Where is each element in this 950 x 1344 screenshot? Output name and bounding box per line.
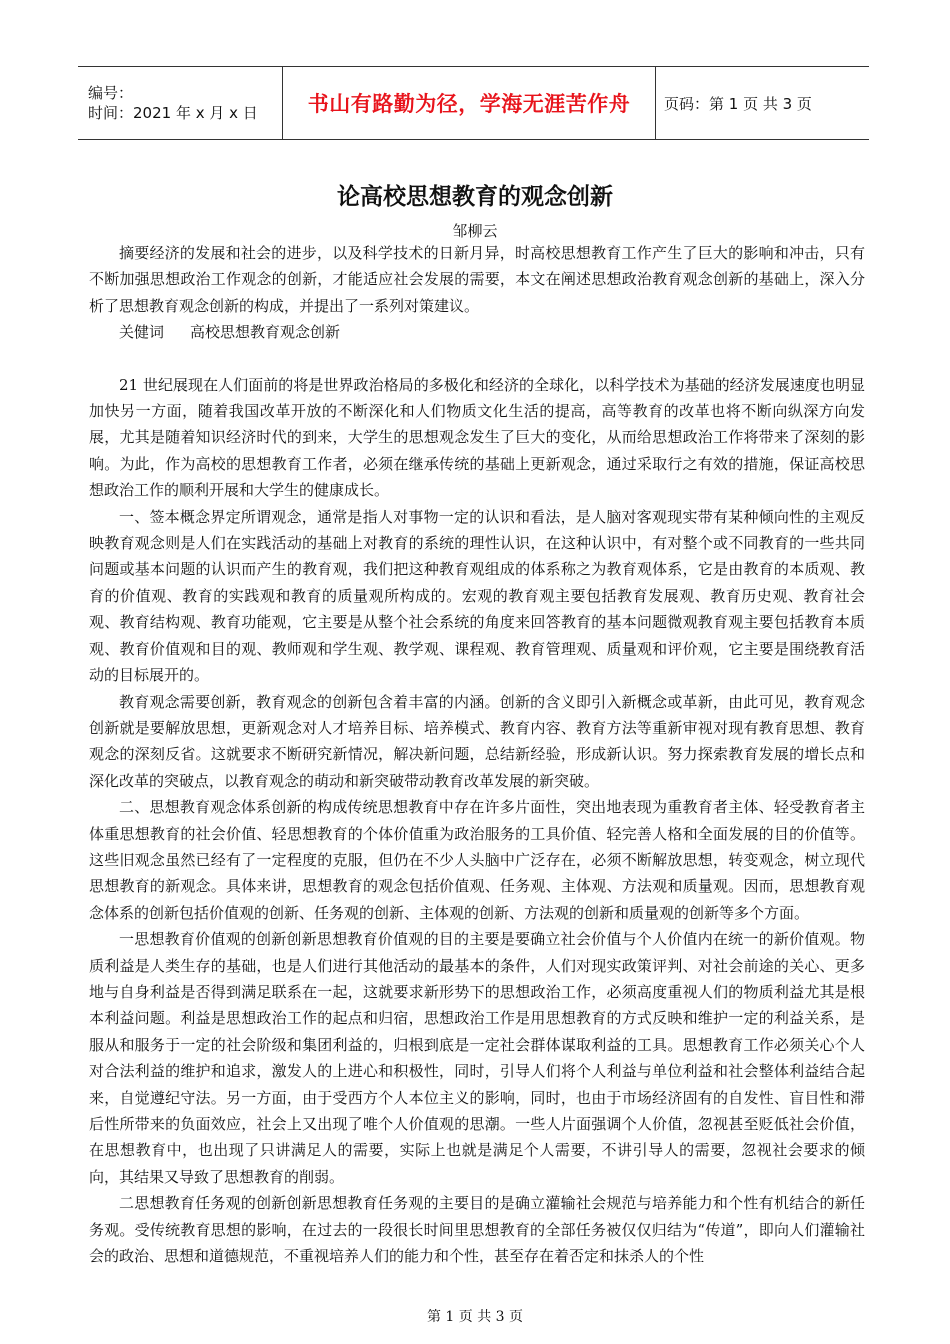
abstract: 摘要经济的发展和社会的进步，以及科学技术的日新月异，时高校思想教育工作产生了巨大的影响和冲击，只有不断加强思想政治工作观念的创新，才能适应社会发展的需要，本文在阐述思想政治教育观念创新的基础上，深入分析了思想教育观念创新的构成，并提出了一系列对策建议。 (89, 244, 865, 315)
time-label: 时间：2021 年 x 月 x 日 (88, 104, 258, 122)
header-page-cell (656, 67, 869, 139)
header-left-cell (78, 67, 283, 139)
paragraph: 教育观念需要创新，教育观念的创新包含着丰富的内涵。创新的含义即引入新概念或革新，由此可见，教育观念创新就是要解放思想，更新观念对人才培养目标、培养模式、教育内容、教育方法等重新审视对现有教育思想、教育观念的深刻反省。这就要求不断研究新情况，解决新问题，总结新经验，形成新认识。努力探索教育发展的增长点和深化改革的突破点，以教育观念的萌动和新突破带动教育改革发展的新突破。 (89, 692, 865, 790)
spacer (89, 346, 865, 372)
paragraph: 一、签本概念界定所谓观念，通常是指人对事物一定的认识和看法，是人脑对客观现实带有某种倾向性的主观反映教育观念则是人们在实践活动的基础上对教育的系统的理性认识，在这种认识中，有对整个或不同教育的一些共同问题或基本问题的认识而产生的教育观，我们把这种教育观组成的体系称之为教育观体系，它是由教育的本质观、教育的价值观、教育的实践观和教育的质量观所构成的。宏观的教育观主要包括教育发展观、教育历史观、教育社会观、教育结构观、教育功能观，它主要是从整个社会系统的角度来回答教育的基本问题微观教育观主要包括教育本质观、教育价值观和目的观、教师观和学生观、教学观、课程观、教育管理观、质量观和评价观，它主要是围绕教育活动的目标展开的。 (89, 507, 865, 685)
keywords: 高校思想教育观念创新 (190, 323, 341, 342)
keywords-label: 关健词 (119, 323, 165, 342)
document-body (89, 240, 865, 1269)
motto: 书山有路勤为径，学海无涯苦作舟 (307, 92, 631, 116)
keywords-line (89, 319, 865, 345)
header-table (78, 66, 869, 140)
number-label: 编号： (88, 84, 134, 102)
document-title: 论高校思想教育的观念创新 (337, 184, 613, 210)
author: 邹柳云 (452, 222, 498, 240)
header-motto-cell (283, 67, 656, 139)
page-footer: 第 1 页 共 3 页 (426, 1309, 524, 1325)
paragraph: 二思想教育任务观的创新创新思想教育任务观的主要目的是确立灌输社会规范与培养能力和个性有机结合的新任务观。受传统教育思想的影响，在过去的一段很长时间里思想教育的全部任务被仅仅归结为“传道”，即向人们灌输社会的政治、思想和道德规范，不重视培养人们的能力和个性，甚至存在着否定和抹杀人的个性 (89, 1194, 865, 1266)
paragraph: 一思想教育价值观的创新创新思想教育价值观的目的主要是要确立社会价值与个人价值内在统一的新价值观。物质利益是人类生存的基础，也是人们进行其他活动的最基本的条件，人们对现实政策评判、对社会前途的关心、更多地与自身利益是否得到满足联系在一起，这就要求新形势下的思想政治工作，必须高度重视人们的物质利益尤其是根本利益问题。利益是思想政治工作的起点和归宿，思想政治工作是用思想教育的方式反映和维护一定的利益关系，是服从和服务于一定的社会阶级和集团利益的，归根到底是一定社会群体谋取利益的工具。思想教育工作必须关心个人对合法利益的维护和追求，激发人的上进心和积极性，同时，引导人们将个人利益与单位利益和社会整体利益结合起来，自觉遵纪守法。另一方面，由于受西方个人本位主义的影响，同时，也由于市场经济固有的自发性、盲目性和滞后性所带来的负面效应，社会上又出现了唯个人价值观的思潮。一些人片面强调个人价值，忽视甚至贬低社会价值，在思想教育中，也出现了只讲满足人的需要，实际上也就是满足个人需要，不讲引导人的需要，忽视社会要求的倾向，其结果又导致了思想教育的削弱。 (89, 930, 865, 1186)
paragraph: 二、思想教育观念体系创新的构成传统思想教育中存在许多片面性，突出地表现为重教育者主体、轻受教育者主体重思想教育的社会价值、轻思想教育的个体价值重为政治服务的工具价值、轻完善人格和全面发展的目的价值等。这些旧观念虽然已经有了一定程度的克服，但仍在不少人头脑中广泛存在，必须不断解放思想，转变观念，树立现代思想教育的新观念。具体来讲，思想教育的观念包括价值观、任务观、主体观、方法观和质量观。因而，思想教育观念体系的创新包括价值观的创新、任务观的创新、主体观的创新、方法观的创新和质量观的创新等多个方面。 (89, 798, 865, 922)
paragraph: 21 世纪展现在人们面前的将是世界政治格局的多极化和经济的全球化，以科学技术为基础的经济发展速度也明显加快另一方面，随着我国改革开放的不断深化和人们物质文化生活的提高，高等教育的改革也将不断向纵深方向发展，尤其是随着知识经济时代的到来，大学生的思想观念发生了巨大的变化，从而给思想政治工作将带来了深刻的影响。为此，作为高校的思想教育工作者，必须在继承传统的基础上更新观念，通过采取行之有效的措施，保证高校思想政治工作的顺利开展和大学生的健康成长。 (89, 375, 865, 500)
page-info: 页码：第 1 页 共 3 页 (664, 94, 812, 113)
